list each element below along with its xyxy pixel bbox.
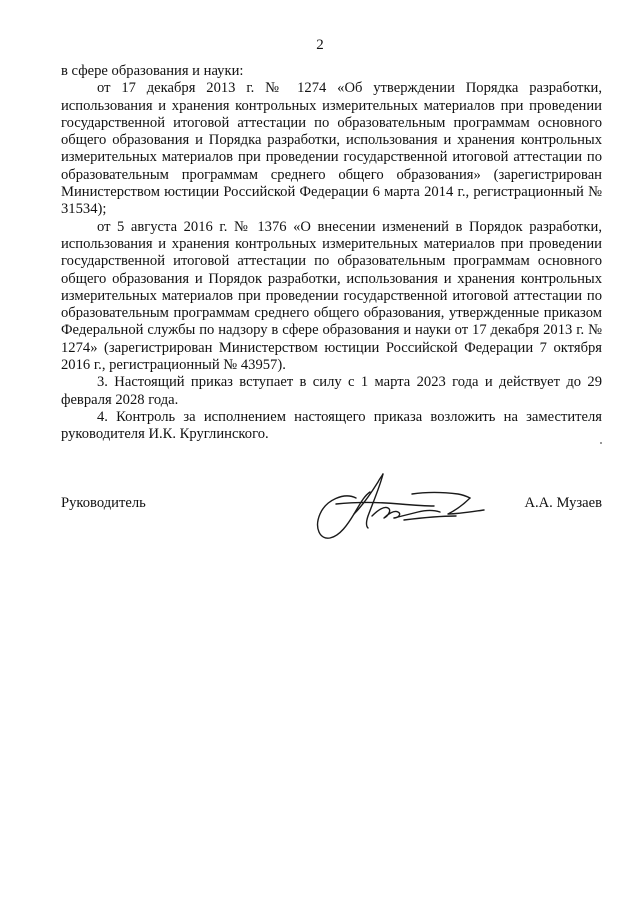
paragraph-continuation: в сфере образования и науки: (61, 63, 244, 79)
paragraph-item-4: 4. Контроль за исполнением настоящего приказа возложить на заместителя руководителя И.К. Круглинского. (61, 408, 602, 443)
scan-speck (600, 442, 602, 444)
paragraph-item-3: 3. Настоящий приказ вступает в силу с 1 марта 2023 года и действует до 29 февраля 2028 года. (61, 374, 602, 408)
paragraph-order-1274: от 17 декабря 2013 г. № 1274 «Об утверждении Порядка разработки, использования и хранения контрольных измерительных материалов при проведении государственной итоговой аттестации по образовательным программам основного общего образования и Порядка разработки, использования и хранения контрольных измерительных материалов при проведении государственной итоговой аттестации по образовательным программам среднего общего образования» (зарегистрирован Министерством юстиции Российской Федерации 6 марта 2014 г., регистрационный № 31534); (61, 80, 602, 218)
handwritten-signature (308, 470, 498, 550)
signatory-name: А.А. Музаев (524, 495, 602, 511)
document-body (61, 63, 602, 444)
paragraph-order-1376: от 5 августа 2016 г. № 1376 «О внесении изменений в Порядок разработки, использования и хранения контрольных измерительных материалов при проведении государственной итоговой аттестации по образовательным программам основного общего образования и Порядок разработки, использования и хранения контрольных измерительных материалов при проведении государственной итоговой аттестации по образовательным программам среднего общего образования, утвержденные приказом Федеральной службы по надзору в сфере образования и науки от 17 декабря 2013 г. № 1274» (зарегистрирован Министерством юстиции Российской Федерации 7 октября 2016 г., регистрационный № 43957). (61, 218, 602, 374)
page-number: 2 (316, 37, 324, 53)
signatory-title: Руководитель (61, 495, 146, 511)
